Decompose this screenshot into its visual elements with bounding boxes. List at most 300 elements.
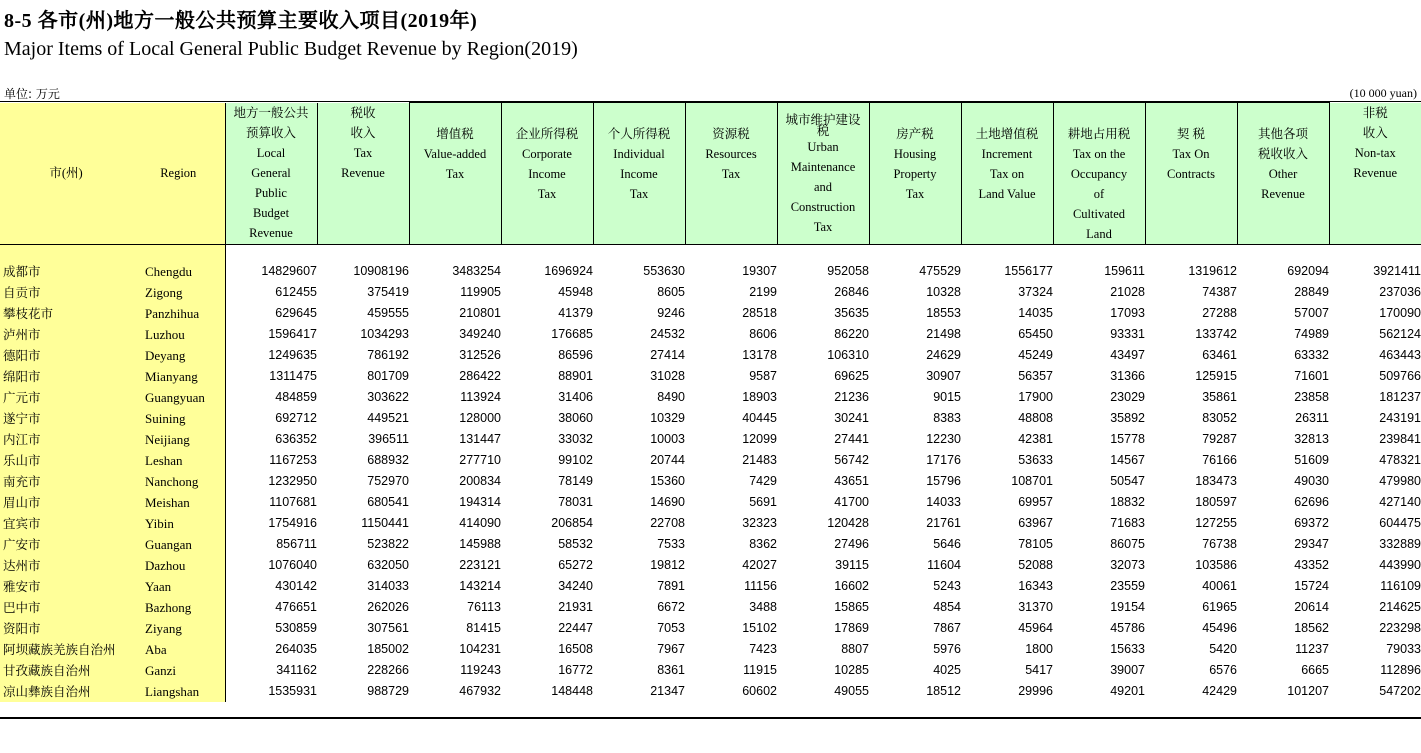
region-name-cn: 甘孜藏族自治州 — [0, 660, 132, 681]
value-cell: 34240 — [558, 579, 593, 593]
value-cell: 26846 — [834, 285, 869, 299]
table-row — [0, 555, 1421, 576]
header-line: Contracts — [1167, 167, 1215, 181]
value-cell: 427140 — [1379, 495, 1421, 509]
value-cell: 636352 — [225, 429, 317, 450]
value-cell: 20614 — [1294, 600, 1329, 614]
value-cell: 786192 — [367, 348, 409, 362]
value-cell: 5691 — [749, 495, 777, 509]
region-name-en: Zigong — [132, 282, 225, 303]
value-cell: 33032 — [558, 432, 593, 446]
value-cell: 15102 — [742, 621, 777, 635]
header-line: Other — [1268, 167, 1298, 181]
col-header-land-inc — [961, 103, 1053, 245]
value-cell: 1754916 — [225, 513, 317, 534]
value-cell: 185002 — [367, 642, 409, 656]
value-cell: 604475 — [1379, 516, 1421, 530]
table-row — [0, 345, 1421, 366]
value-cell: 476651 — [225, 597, 317, 618]
region-name-en: Nanchong — [132, 471, 225, 492]
region-name-cn: 资阳市 — [0, 618, 132, 639]
table-row — [0, 492, 1421, 513]
value-cell: 16343 — [1018, 579, 1053, 593]
value-cell: 21761 — [926, 516, 961, 530]
value-cell: 41379 — [558, 306, 593, 320]
header-line: Tax — [813, 220, 833, 234]
header-line: and — [813, 180, 833, 194]
table-row — [0, 387, 1421, 408]
value-cell: 11915 — [743, 663, 777, 677]
value-cell: 32323 — [742, 516, 777, 530]
value-cell: 303622 — [367, 390, 409, 404]
header-line: 耕地占用税 — [1067, 127, 1131, 141]
value-cell: 99102 — [558, 453, 593, 467]
value-cell: 21347 — [650, 684, 685, 698]
value-cell: 11604 — [927, 558, 961, 572]
value-cell: 801709 — [367, 369, 409, 383]
table-row — [0, 576, 1421, 597]
header-line: Income — [620, 167, 658, 181]
revenue-table — [0, 102, 1421, 702]
value-cell: 31028 — [650, 369, 685, 383]
header-line: Tax — [905, 187, 925, 201]
value-cell: 10003 — [650, 432, 685, 446]
value-cell: 396511 — [368, 432, 409, 446]
value-cell: 9587 — [749, 369, 777, 383]
unit-label-en: (10 000 yuan) — [1349, 86, 1417, 100]
value-cell: 1150441 — [361, 516, 409, 530]
value-cell: 479980 — [1379, 474, 1421, 488]
value-cell: 7533 — [657, 537, 685, 551]
region-name-en: Bazhong — [132, 597, 225, 618]
value-cell: 40061 — [1202, 579, 1237, 593]
region-name-cn: 广元市 — [0, 387, 132, 408]
value-cell: 478321 — [1379, 453, 1421, 467]
region-name-en: Suining — [132, 408, 225, 429]
header-line: 契 税 — [1176, 127, 1206, 141]
value-cell: 183473 — [1195, 474, 1237, 488]
value-cell: 20744 — [650, 453, 685, 467]
header-line: 企业所得税 — [515, 127, 579, 141]
value-cell: 314033 — [367, 579, 409, 593]
value-cell: 7891 — [657, 579, 685, 593]
value-cell: 375419 — [367, 285, 409, 299]
region-name-cn: 自贡市 — [0, 282, 132, 303]
region-name-en: Guangyuan — [132, 387, 225, 408]
value-cell: 680541 — [367, 495, 409, 509]
value-cell: 262026 — [367, 600, 409, 614]
value-cell: 5976 — [933, 642, 961, 656]
value-cell: 414090 — [459, 516, 501, 530]
region-name-en: Yaan — [132, 576, 225, 597]
value-cell: 53633 — [1018, 453, 1053, 467]
region-name-cn: 内江市 — [0, 429, 132, 450]
value-cell: 1800 — [1025, 642, 1053, 656]
value-cell: 7967 — [657, 642, 685, 656]
value-cell: 14829607 — [225, 261, 317, 282]
value-cell: 530859 — [225, 618, 317, 639]
value-cell: 10908196 — [353, 264, 409, 278]
value-cell: 475529 — [919, 264, 961, 278]
value-cell: 58532 — [558, 537, 593, 551]
value-cell: 10329 — [650, 411, 685, 425]
header-line: 房产税 — [896, 127, 934, 141]
table-row — [0, 303, 1421, 324]
value-cell: 10285 — [834, 663, 869, 677]
header-line: Revenue — [1353, 165, 1398, 180]
col-header-housing — [869, 103, 961, 245]
value-cell: 148448 — [551, 684, 593, 698]
value-cell: 7423 — [749, 642, 777, 656]
value-cell: 15778 — [1110, 432, 1145, 446]
value-cell: 1232950 — [225, 471, 317, 492]
value-cell: 467932 — [459, 684, 501, 698]
value-cell: 143214 — [459, 579, 501, 593]
value-cell: 71601 — [1294, 369, 1329, 383]
region-name-cn: 阿坝藏族羌族自治州 — [0, 639, 132, 660]
value-cell: 24629 — [926, 348, 961, 362]
value-cell: 1034293 — [360, 327, 409, 341]
value-cell: 14035 — [1018, 306, 1053, 320]
header-line: Corporate — [522, 147, 572, 161]
value-cell: 31370 — [1018, 600, 1053, 614]
value-cell: 17900 — [1018, 390, 1053, 404]
value-cell: 214625 — [1379, 600, 1421, 614]
value-cell: 3483254 — [452, 264, 501, 278]
value-cell: 443990 — [1379, 558, 1421, 572]
col-header-region: Region — [132, 103, 225, 245]
region-name-cn: 雅安市 — [0, 576, 132, 597]
value-cell: 86075 — [1110, 537, 1145, 551]
value-cell: 21028 — [1110, 285, 1145, 299]
value-cell: 35892 — [1110, 411, 1145, 425]
value-cell: 23029 — [1110, 390, 1145, 404]
header-line: Revenue — [341, 165, 385, 180]
value-cell: 35861 — [1202, 390, 1237, 404]
bottom-rule — [0, 717, 1421, 719]
value-cell: 8605 — [657, 285, 685, 299]
table-row — [0, 366, 1421, 387]
table-row — [0, 324, 1421, 345]
header-line: Cultivated — [1072, 207, 1126, 221]
header-line: 城市维护建设 — [785, 113, 861, 127]
col-header-resource — [685, 103, 777, 245]
value-cell: 79287 — [1202, 432, 1237, 446]
col-header-city: 市(州) — [0, 103, 132, 245]
table-row — [0, 597, 1421, 618]
header-line: Tax — [629, 187, 649, 201]
value-cell: 16508 — [558, 642, 593, 656]
value-cell: 632050 — [367, 558, 409, 572]
value-cell: 86220 — [834, 327, 869, 341]
value-cell: 23559 — [1110, 579, 1145, 593]
region-name-en: Ganzi — [132, 660, 225, 681]
region-name-cn: 达州市 — [0, 555, 132, 576]
value-cell: 108701 — [1011, 474, 1053, 488]
value-cell: 988729 — [367, 684, 409, 698]
header-line: Tax On — [1172, 147, 1210, 161]
value-cell: 16772 — [558, 663, 593, 677]
header-line: 其他各项 — [1257, 127, 1308, 141]
value-cell: 7053 — [657, 621, 685, 635]
value-cell: 1076040 — [225, 555, 317, 576]
value-cell: 9015 — [933, 390, 961, 404]
value-cell: 3921411 — [1373, 264, 1421, 278]
value-cell: 8807 — [841, 642, 869, 656]
col-header-total — [225, 103, 317, 245]
value-cell: 562124 — [1379, 327, 1421, 341]
value-cell: 88901 — [558, 369, 593, 383]
value-cell: 50547 — [1110, 474, 1145, 488]
value-cell: 349240 — [459, 327, 501, 341]
col-header-nontax — [1329, 103, 1421, 245]
header-line: Non-tax — [1354, 145, 1396, 160]
value-cell: 239841 — [1379, 432, 1421, 446]
header-line: Revenue — [249, 225, 293, 240]
value-cell: 1311475 — [225, 366, 317, 387]
header-line: Income — [528, 167, 566, 181]
value-cell: 1696924 — [544, 264, 593, 278]
value-cell: 692712 — [225, 408, 317, 429]
value-cell: 65272 — [558, 558, 593, 572]
header-line: Land Value — [978, 187, 1036, 201]
value-cell: 15796 — [926, 474, 961, 488]
value-cell: 45249 — [1018, 348, 1053, 362]
region-name-en: Guangan — [132, 534, 225, 555]
value-cell: 48808 — [1018, 411, 1053, 425]
region-name-en: Chengdu — [132, 261, 225, 282]
value-cell: 112896 — [1380, 663, 1421, 677]
col-header-vat — [409, 103, 501, 245]
header-line: Housing — [893, 147, 937, 161]
value-cell: 56357 — [1018, 369, 1053, 383]
value-cell: 62696 — [1294, 495, 1329, 509]
value-cell: 63967 — [1018, 516, 1053, 530]
table-row — [0, 450, 1421, 471]
value-cell: 952058 — [827, 264, 869, 278]
value-cell: 11156 — [744, 579, 777, 593]
value-cell: 119243 — [460, 663, 501, 677]
table-row — [0, 429, 1421, 450]
region-name-cn: 凉山彝族自治州 — [0, 681, 132, 702]
value-cell: 449521 — [367, 411, 409, 425]
header-line: Occupancy — [1070, 167, 1128, 181]
value-cell: 24532 — [650, 327, 685, 341]
region-name-en: Dazhou — [132, 555, 225, 576]
value-cell: 547202 — [1379, 684, 1421, 698]
region-name-en: Leshan — [132, 450, 225, 471]
value-cell: 18512 — [926, 684, 961, 698]
value-cell: 612455 — [225, 282, 317, 303]
value-cell: 11237 — [1295, 642, 1329, 656]
value-cell: 51609 — [1294, 453, 1329, 467]
value-cell: 6665 — [1301, 663, 1329, 677]
header-line: Land — [1086, 227, 1112, 241]
value-cell: 27496 — [834, 537, 869, 551]
value-cell: 223298 — [1379, 621, 1421, 635]
value-cell: 237036 — [1379, 285, 1421, 299]
value-cell: 113924 — [460, 390, 501, 404]
table-row — [0, 660, 1421, 681]
value-cell: 264035 — [225, 639, 317, 660]
value-cell: 2199 — [749, 285, 777, 299]
value-cell: 43497 — [1110, 348, 1145, 362]
value-cell: 32813 — [1294, 432, 1329, 446]
value-cell: 38060 — [558, 411, 593, 425]
header-line: 资源税 — [712, 127, 750, 141]
value-cell: 15865 — [834, 600, 869, 614]
value-cell: 307561 — [367, 621, 409, 635]
table-row — [0, 261, 1421, 282]
value-cell: 5646 — [933, 537, 961, 551]
header-line: Public — [255, 185, 287, 200]
value-cell: 14033 — [926, 495, 961, 509]
value-cell: 181237 — [1379, 390, 1421, 404]
value-cell: 42027 — [742, 558, 777, 572]
col-header-other — [1237, 103, 1329, 245]
header-line: 收入 — [1362, 125, 1388, 140]
value-cell: 14567 — [1110, 453, 1145, 467]
value-cell: 16602 — [834, 579, 869, 593]
value-cell: 13178 — [742, 348, 777, 362]
value-cell: 22708 — [650, 516, 685, 530]
value-cell: 7867 — [933, 621, 961, 635]
value-cell: 277710 — [459, 453, 501, 467]
value-cell: 60602 — [742, 684, 777, 698]
col-header-urban — [777, 103, 869, 245]
header-line: Resources — [705, 147, 757, 161]
value-cell: 32073 — [1110, 558, 1145, 572]
spacer-row — [0, 245, 1421, 262]
value-cell: 18553 — [926, 306, 961, 320]
table-title-cn: 8-5 各市(州)地方一般公共预算主要收入项目(2019年) — [4, 10, 478, 32]
header-line: of — [1093, 187, 1105, 201]
value-cell: 430142 — [225, 576, 317, 597]
value-cell: 18903 — [742, 390, 777, 404]
value-cell: 206854 — [551, 516, 593, 530]
value-cell: 65450 — [1018, 327, 1053, 341]
header-line: 个人所得税 — [607, 127, 671, 141]
value-cell: 39115 — [835, 558, 869, 572]
value-cell: 78105 — [1018, 537, 1053, 551]
value-cell: 125915 — [1195, 369, 1237, 383]
region-name-en: Ziyang — [132, 618, 225, 639]
value-cell: 18562 — [1294, 621, 1329, 635]
value-cell: 17869 — [834, 621, 869, 635]
value-cell: 52088 — [1018, 558, 1053, 572]
value-cell: 5243 — [933, 579, 961, 593]
region-name-cn: 眉山市 — [0, 492, 132, 513]
col-header-pit — [593, 103, 685, 245]
value-cell: 31366 — [1110, 369, 1145, 383]
value-cell: 63461 — [1202, 348, 1237, 362]
region-name-en: Panzhihua — [132, 303, 225, 324]
value-cell: 17176 — [926, 453, 961, 467]
value-cell: 45964 — [1018, 621, 1053, 635]
value-cell: 15633 — [1110, 642, 1145, 656]
value-cell: 243191 — [1379, 411, 1421, 425]
region-name-cn: 攀枝花市 — [0, 303, 132, 324]
value-cell: 78031 — [558, 495, 593, 509]
value-cell: 18832 — [1110, 495, 1145, 509]
header-line: Urban — [807, 140, 839, 154]
value-cell: 1596417 — [225, 324, 317, 345]
value-cell: 37324 — [1018, 285, 1053, 299]
value-cell: 40445 — [742, 411, 777, 425]
region-name-en: Deyang — [132, 345, 225, 366]
header-line: 预算收入 — [245, 125, 296, 140]
value-cell: 106310 — [827, 348, 869, 362]
value-cell: 170090 — [1379, 306, 1421, 320]
header-line: Construction — [790, 200, 856, 214]
value-cell: 45948 — [558, 285, 593, 299]
value-cell: 21498 — [926, 327, 961, 341]
region-name-cn: 遂宁市 — [0, 408, 132, 429]
col-header-cit — [501, 103, 593, 245]
value-cell: 29347 — [1294, 537, 1329, 551]
value-cell: 69372 — [1294, 516, 1329, 530]
value-cell: 19812 — [650, 558, 685, 572]
value-cell: 145988 — [459, 537, 501, 551]
col-header-tax — [317, 103, 409, 245]
value-cell: 17093 — [1110, 306, 1145, 320]
value-cell: 30907 — [926, 369, 961, 383]
value-cell: 35635 — [834, 306, 869, 320]
value-cell: 31406 — [558, 390, 593, 404]
value-cell: 8383 — [933, 411, 961, 425]
value-cell: 12230 — [926, 432, 961, 446]
value-cell: 332889 — [1379, 537, 1421, 551]
header-line: General — [251, 165, 291, 180]
region-name-en: Neijiang — [132, 429, 225, 450]
header-line: 税收收入 — [1257, 147, 1308, 161]
value-cell: 69625 — [834, 369, 869, 383]
region-name-en: Mianyang — [132, 366, 225, 387]
value-cell: 688932 — [367, 453, 409, 467]
value-cell: 43651 — [834, 474, 869, 488]
value-cell: 74989 — [1294, 327, 1329, 341]
header-row — [0, 103, 1421, 245]
value-cell: 63332 — [1294, 348, 1329, 362]
value-cell: 1535931 — [225, 681, 317, 702]
value-cell: 1107681 — [225, 492, 317, 513]
header-line: 税收 — [350, 105, 376, 120]
value-cell: 176685 — [551, 327, 593, 341]
value-cell: 27414 — [650, 348, 685, 362]
header-line: 非税 — [1362, 105, 1388, 120]
value-cell: 6672 — [657, 600, 685, 614]
value-cell: 71683 — [1110, 516, 1145, 530]
region-name-cn: 绵阳市 — [0, 366, 132, 387]
header-line: Budget — [252, 205, 290, 220]
table-row — [0, 471, 1421, 492]
value-cell: 42429 — [1202, 684, 1237, 698]
value-cell: 41700 — [834, 495, 869, 509]
region-name-cn: 南充市 — [0, 471, 132, 492]
table-row — [0, 282, 1421, 303]
value-cell: 29996 — [1018, 684, 1053, 698]
value-cell: 692094 — [1287, 264, 1329, 278]
value-cell: 629645 — [225, 303, 317, 324]
value-cell: 39007 — [1110, 663, 1145, 677]
header-line: Tax — [537, 187, 557, 201]
value-cell: 28518 — [742, 306, 777, 320]
value-cell: 69957 — [1018, 495, 1053, 509]
value-cell: 228266 — [367, 663, 409, 677]
value-cell: 5420 — [1209, 642, 1237, 656]
region-name-cn: 广安市 — [0, 534, 132, 555]
value-cell: 119905 — [460, 285, 501, 299]
